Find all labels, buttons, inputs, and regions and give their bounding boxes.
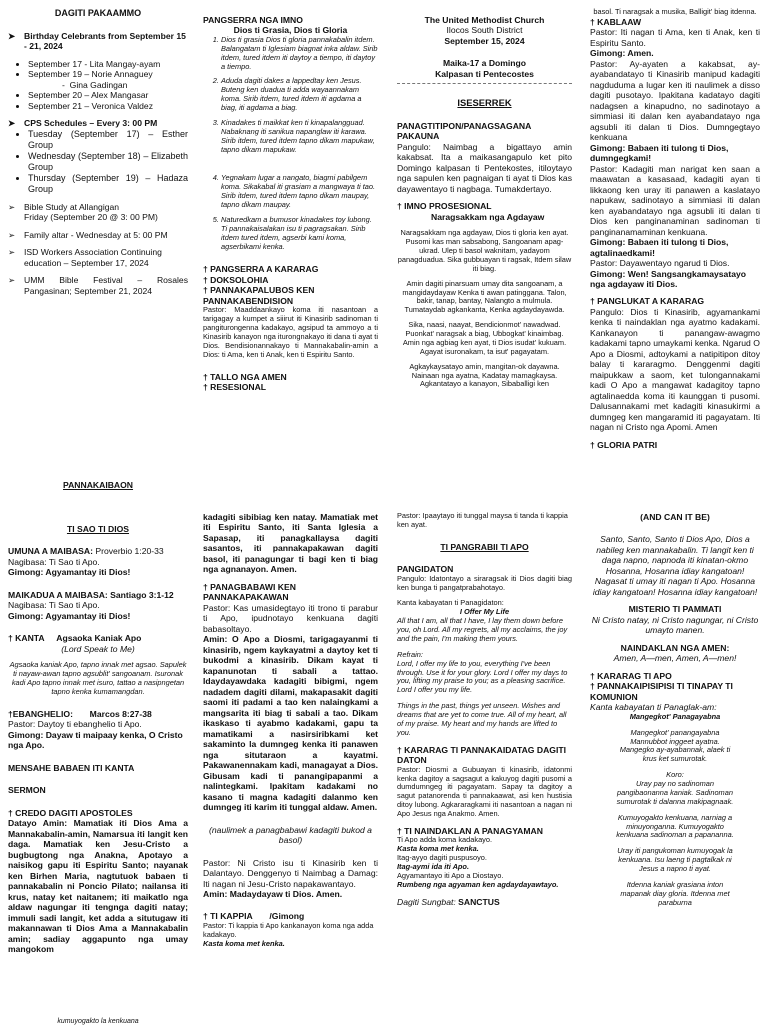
- district-name: Ilocos South District: [446, 25, 523, 36]
- list-item: • Thursday (September 19) – Hadaza Group: [28, 173, 188, 195]
- sanctus-text: Santo, Santo, Santo ti Dios Apo, Dios a nabileg ken mannakabalin. Ti langit ken ti daga napno, napnoda iti kinatan-okmo Hosanna, Hosanna idiay kangatoan! Nagasat ti umay iti nagan ti Apo. Hosanna idiay kangatoan! Hosanna idiay kangatoan!: [592, 534, 758, 597]
- arrow-bullet-icon: ➢: [8, 201, 16, 212]
- thanksgiving-response: Kasta koma met kenka.: [397, 844, 479, 854]
- list-item: • September 20 – Alex Mangasar: [28, 90, 188, 100]
- word-column: [8, 512, 188, 1024]
- list-item: • Tuesday (September 17) – Esther Group: [28, 129, 188, 151]
- thanksgiving-line: Ti Apo adda koma kadakayo.: [397, 835, 493, 845]
- birthday-heading: ➤ Birthday Celebrants from September 15 - 21, 2024: [8, 30, 186, 52]
- mystery-heading: MISTERIO TI PAMMATI: [628, 604, 722, 615]
- confession-prayer: Amin: O Apo a Diosmi, tarigagayanmi ti kinasirib, ngem kaykayatmi a daytoy ket ti bukodmi a kinasirib. Dikam kayat ti kapanunotan ti sabali a tattao. Idaydayawdaka kadagiti bibigmi, ngem nadadem dagiti dilami, makapasakit dagiti saomi iti padami a tao ken nalaingkami a mangsarita iti biag ti sabali a tao. Dikam ikaskaso ti ayabmo kadakami, gapu ta mamatikami a nasirsiribkami ket sakaminto la dumngeg kenka iti panawen nga situtaraon a kayatmi. Pakawanennakam kadi, managayat a Dios. Gibusam kadi ti panangipapanmi a nalintegkami. Ipakitam kadakami no kasano ti magna kadagiti dalanmo ken dumngeg iti karim iti tunggal aldaw. Amen.: [203, 634, 378, 813]
- song-subtitle: (Lord Speak to Me): [61, 643, 135, 654]
- offering-song-verse-2: Things in the past, things yet unseen. Wishes and dreams that are yet to come true. All of my heart, all of my praise. My heart and my hands are lifted to you.: [397, 701, 567, 737]
- three-amen-heading: † TALLO NGA AMEN: [203, 371, 287, 382]
- offering-song-title: I Offer My Life: [459, 607, 510, 617]
- closing-prayer-heading: † PANGSERRA A KARARAG: [203, 264, 319, 275]
- announcements-column: [8, 8, 188, 498]
- communion-song-title: Mangegkot' Panagayabna: [629, 711, 721, 721]
- footer-line: kumuyogakto la kenkuana: [57, 1018, 139, 1025]
- arrow-bullet-icon: ➢: [8, 275, 16, 286]
- confession-pastor: Pastor: Kas umasidegtayo iti trono ti parabur ti Apo, ipudnotayo kenkuana dagiti babasoltayo.: [203, 602, 378, 634]
- chorus-text: Uray pay no sadinoman pangibaonanna kaniak. Sadinoman sumurotak ti dalanna makipagnaak.: [616, 779, 734, 806]
- divider: [397, 83, 572, 84]
- greeting-heading: † KABLAAW: [590, 16, 642, 27]
- list-item: - Gina Gadingan: [62, 79, 128, 90]
- cps-list: [8, 129, 188, 195]
- arrow-bullet-icon: ➤: [8, 118, 16, 129]
- cps-heading: ➤ CPS Schedules – Every 3: 00 PM: [8, 118, 158, 129]
- list-item: • September 21 – Veronica Valdez: [28, 101, 188, 111]
- doxology-heading: † DOKSOLOHIA: [203, 274, 269, 285]
- communion-verse: Itdenna kaniak grasiana inton mapanak diay gloria. Itdenna met paraburna: [620, 879, 730, 907]
- lords-supper-heading: TI PANGRABII TI APO: [440, 541, 529, 552]
- arrow-bullet-icon: ➤: [8, 30, 16, 41]
- word-heading: TI SAO TI DIOS: [66, 524, 130, 534]
- first-reading-response: Gimong: Agyamantay iti Dios!: [8, 567, 131, 578]
- greeting-response: Gimong: Amen.: [590, 48, 654, 59]
- pannakaibaon-heading: PANNAKAIBAON: [62, 480, 134, 490]
- hymn-heading: PANGSERRA NGA IMNO: [203, 15, 303, 25]
- list-item: 5. Naturedkam a bumusor kinadakes toy lubong. Ti pannakaisalakan isu ti pagragsakan. Sirib itdem tured itdem, agserbi kami koma, agserbikami kenka.: [221, 216, 378, 252]
- song-lyrics: Agsaoka kaniak Apo, tapno innak met agsao. Sapulek ti nayaw-awan tapno agsublit' sangoanam. Isuronak kadi Apo tapno innak met isuro, tattao a nasipngetan tapno kenka kumamangdan.: [9, 660, 187, 696]
- service-date: September 15, 2024: [444, 35, 525, 46]
- great-amen-heading: NAINDAKLAN NGA AMEN:: [620, 642, 730, 653]
- list-item: Agkaykaysatayo amin, mangitan-ok dayawna. Nainaan nga ayatna, Kadatay mamagkaysa. Agkantatayo a kanayon, Sibaballigi ken: [409, 361, 560, 389]
- tune-heading: (AND CAN IT BE): [640, 512, 710, 522]
- silent-confession-note: (naulimek a panagbabawi kadagiti bukod a basol): [209, 824, 372, 846]
- isd-notice: ➢ ISD Workers Association Continuing education – September 17, 2024: [8, 247, 162, 268]
- thanksgiving-response: Rumbeng nga agyaman ken agdaydayawtayo.: [397, 879, 559, 889]
- response-2: Gimong: Babaen iti tulong ti Dios, agtalinaedkami!: [590, 237, 729, 258]
- sunday-title: Maika-17 a Domingo: [442, 58, 527, 69]
- recessional-heading: † RESESIONAL: [203, 382, 267, 393]
- mystery-text: Ni Cristo natay, ni Cristo nagungar, ni Cristo umayto manen.: [591, 614, 759, 636]
- gathering-heading: PANAGTITIPON/PANAGSAGANA PAKAUNA: [397, 120, 531, 142]
- season-title: Kalpasan ti Pentecostes: [435, 68, 534, 79]
- message-heading: MENSAHE BABAEN ITI KANTA: [8, 762, 135, 773]
- list-item: 3. Kinadakes ti maikkat ken ti kinapalangguad. Nabaknang iti sanikua napanglaw iti karawa. Sirib itdem, tured itdem tapno dikam mapukaw, tapno dikam mapukaw.: [221, 119, 378, 155]
- song-heading: † KANTA Agsaoka Kaniak Apo: [8, 633, 142, 644]
- second-reading-reader: Nagibasa: Ti Sao ti Apo.: [8, 600, 100, 611]
- list-item: Naragsakkam nga agdayaw, Dios ti gloria ken ayat. Pusomi kas man sabsabong, Sangoanam apag-ukrad. Ulep ti basol waknitam, yadayom panagduadua. Sika gubbuayan ti ragsak, Itdem silaw iti biag.: [397, 228, 572, 273]
- response-1: Gimong: Babaen iti tulong ti Dios, dumngegkami!: [590, 142, 729, 164]
- refrain-label: Refrain:: [397, 649, 423, 659]
- greeting-pastor: Pastor: Iti nagan ti Ama, ken ti Anak, ken ti Espiritu Santo.: [590, 27, 760, 48]
- greeting-body: Pastor: Ay-ayaten a kakabsat, ay-ayabandatayo ti Kinasirib manipud kadagiti nagduduma a lugar ken iti naulimek a disso dagiti pusotayo. Ipakitana kadatayo dagiti nadagsen a kinapudno, no sadinotayo a simmiasi iti dalan ken ayabandatayo nga agsubli iti dalan ti Dios. Dumngegtayo kenkuana: [590, 58, 760, 143]
- peace-heading: † TI KAPPIA /Gimong: [203, 911, 305, 922]
- pastor-2: Pastor: Kadagiti man narigat ken saan a maawatan a kasasaad, kadagiti ayan ti likkaong ken uray iti panawen a kaslatayo napukaw, sadinotayo a simmiasi iti dalan ken ayabandatayo nga agsubli iti dalan ti Dios ken panginanaminan sadinoman ti panginanamaminan kenkuana.: [590, 163, 760, 237]
- cover-column: [397, 8, 572, 498]
- gloria-patri-heading: † GLORIA PATRI: [590, 439, 658, 450]
- creed-continued: kadagiti sibibiag ken natay. Mamatiak met iti Espiritu Santo, iti Santa Iglesia a Sapasap, iti panagkallaysa dagiti sasantos, iti pannakapakawan dagiti basol, iti panagungar ti bagi ken ti biag nga agnanayon. Amen.: [203, 512, 378, 575]
- processional-title: Naragsakkam nga Agdayaw: [431, 211, 545, 222]
- processional-heading: † IMNO PROSESIONAL: [397, 201, 492, 212]
- bible-study: ➢ Bible Study at Allangigan Friday (September 20 @ 3: 00 PM): [8, 201, 158, 223]
- communion-verse: Mangegkot' panangayabna Mannubbot inggeet ayatna. Mangegko ay-ayabannak, alaek ti krus ket sumurotak.: [619, 727, 731, 764]
- thanksgiving-line: Itag-ayyo dagiti puspusoyo.: [397, 853, 487, 863]
- communion-verse: Kumuyogakto kenkuana, narniag a minuyonganna. Kumuyogakto kenkuana sadinoman a papananna.: [616, 812, 734, 840]
- list-item: 2. Aduda dagiti dakes a lappedtay ken Jesus. Buteng ken duadua ti adda wayaannakam koma. Sirib itdem, tured itdem iti agdama a biag, iti agdama a biag.: [221, 77, 378, 113]
- thanksgiving-line: Agyamantayo iti Apo a Diostayo.: [397, 870, 504, 880]
- church-name: The United Methodist Church: [424, 15, 545, 25]
- hymn-title: Dios ti Grasia, Dios ti Gloria: [233, 25, 348, 36]
- family-altar: ➢ Family altar - Wednesday at 5: 00 PM: [8, 229, 168, 240]
- communion-column: [397, 512, 572, 1024]
- peace-response: Kasta koma met kenka.: [203, 938, 285, 948]
- peace-pastor: Pastor: Ti kappia ti Apo kankanayon koma nga adda kadakayo.: [203, 920, 374, 939]
- creed-text: Datayo Amin: Mamatiak iti Dios Ama a Mannakabalin-amin, Namarsua iti langit ken daga. Mamatiak ken Jesu-Cristo a bugbugtong nga Anakna, Apotayo a naisikog gapu iti Espiritu Santo; nayanak ken Birhen Maria, nagtutuok babaen ti pannakabalin ni Poncio Pilato; nailansa iti krus, natay ket naitanem; iti maikatlo nga aldaw nagungar iti tengnga dagiti natay; immuli sadi langit, ket adda a situtugaw iti makannawan ti Dios Ama a Mannakabalin amin; sadiay aggapunto nga umay mangokom: [8, 818, 188, 955]
- hymn-column: [203, 8, 378, 498]
- list-item: 4. Yegnakam lugar a nangato, biagmi pabilgem koma. Sikakabal iti grasiam a mangwaya ti tao. Sirib itdem, tured itdem tapno dikam maupay, tapno dikam maupay.: [221, 174, 378, 210]
- offering-text: Pangulo: Idatontayo a siraragsak iti Dios dagiti biag ken bunga ti pangatprabahotayo.: [397, 573, 572, 592]
- benediction-text: Pastor: Maaddaankayo koma iti nasantoan a tarigagay a kumpet a siiirut iti Kinasirib sadinoman ti pangiturongenna kadakayo, agsipud ta ammoyo a ti Kinasirib kanayon nga iturongnakayo iti dana ti ayat ti Dios. Bendisionannakayo ti Mannakabalin-amin a Dios: ti Ama, ken ti Anak, ken ti Espiritu Santo.: [203, 305, 378, 359]
- sermon-heading: SERMON: [8, 785, 46, 796]
- breaking-bread-heading: † PANNAKAIPISIPISI TI TINAPAY TI KOMUNION: [590, 681, 733, 702]
- entrance-heading: ISESERREK: [457, 97, 512, 109]
- communion-verse: Uray iti pangukoman kumuyogak la kenkuana. Isu laeng ti pagtalkak ni Jesus a napno ti ayat.: [617, 846, 733, 873]
- offering-heading: PANGIDATON: [397, 564, 454, 575]
- creed-heading: † CREDO DAGITI APOSTOLES: [8, 807, 133, 818]
- thanksgiving-response: Itag-aymi ida iti Apo.: [397, 862, 469, 872]
- announcements-title: DAGITI PAKAAMMO: [54, 8, 142, 18]
- gospel-heading: †EBANGHELIO: Marcos 8:27-38: [8, 708, 152, 719]
- first-reading: UMUNA A MAIBASA: Proverbio 1:20-33: [8, 546, 164, 557]
- great-thanksgiving-heading: † TI NAINDAKLAN A PANAGYAMAN: [397, 825, 543, 836]
- pastor-3: Pastor: Dayawentayo ngarud ti Dios.: [590, 258, 730, 269]
- offering-prayer-heading: † KARARAG TI PANNAKAIDATAG DAGITI DATON: [397, 744, 567, 766]
- refrain-text: Lord, I offer my life to you, everything I've been through. Use it for your glory. Lord I offer my days to you, lifting my praise to you; as a pleasing sacrifice. Lord I offer you my life.: [397, 658, 568, 695]
- arrow-bullet-icon: ➢: [8, 229, 16, 240]
- confession-heading: † PANAGBABAWI KEN PANNAKAPAKAWAN: [203, 581, 296, 603]
- list-item: • September 19 – Norie Annaguey: [28, 69, 188, 79]
- opening-prayer-text: Pangulo: Dios ti Kinasirib, agyamankami kenka ti naindaklan nga ayatmo kadakami. Kankanayon ti panangaw-awagmo kadakami tapno umaykami kenka. Ngarud O Apo a Diosmi, adtoykami a natipitipon ditoy balay ti kararagmo. Denggenmi dagiti maipukkaw a saom, ket tulongannakami kadi O Apo a mangawat kadagitoy tapno agtalinaedda koma iti kaunggan ti pusomi. Dalusannakami met kadagiti kinasukirmi a dumngeg ken mangaramid iti pagayatam. Iti nagan ni Cristo nga Apomi. Amen: [590, 306, 760, 433]
- assurance-pastor: Pastor: Ni Cristo isu ti Kinasirib ken ti Dalantayo. Denggenyo ti Naimbag a Damag: Iti nagan ni Jesu-Cristo napakawantayo.: [203, 857, 378, 889]
- offering-song-verse: All that I am, all that I have, I lay them down before you, oh Lord. All my regrets, all my acclaims, the joy and the pain, I'm making them yours.: [397, 616, 568, 643]
- offering-song-label: Kanta kabayatan ti Panagidaton:: [397, 598, 504, 608]
- greeting-column: [590, 8, 760, 498]
- offering-prayer-text: Pastor: Diosmi a Gubuayan ti kinasirib, idatonmi kenka dagitoy a sagsagut a kakuyog dagiti pusomi a dumdumngeg iti pagayatam. Sapay ta dagitoy a sagut patanorenda ti pannakaawat, asi ken hustisia ditoy lubong. Agkararagkami iti nasantoan a nagan ni Apo Jesus nga Anakmo. Amen.: [397, 764, 572, 819]
- arrow-bullet-icon: ➢: [8, 247, 16, 258]
- gathering-text: Pangulo: Naimbag a bigattayo amin kakabsat. Ita a maikasangapulo ket pito Domingo kalpasan ti Pentekostes, itiloytayo nga sapulen ken pagnaigan ti ayat ti Dios kas dayawentayo ti nagbaga. Tumakdertayo.: [397, 141, 572, 194]
- umm-notice: ➢ UMM Bible Festival – Rosales Pangasinan; September 21, 2024: [8, 275, 188, 296]
- second-reading-response: Gimong: Agyamantay iti Dios!: [8, 610, 131, 621]
- responses-label: Dagiti Sungbat: SANCTUS: [397, 896, 500, 907]
- lyrics-continued: basol. Ti naragsak a musika, Balligit' biag itdenna.: [593, 7, 757, 16]
- list-item: Amin dagiti pinarsuam umay dita sangoanam, a mangidaydayaw Kenka ti awan patinggana. Talon, bakir, tanap, bantay, Nalangto a mulmula. Tumataydab agkankanta, Kenka agdaydayawda.: [402, 278, 567, 315]
- gospel-response: Gimong: Dayaw ti maipaay kenka, O Cristo nga Apo.: [8, 729, 183, 751]
- processional-lyrics: [397, 229, 572, 389]
- list-item: • September 17 - Lita Mangay-ayam: [28, 59, 188, 69]
- hymn-verses: [203, 36, 378, 252]
- response-3: Gimong: Wen! Sangsangkamaysatayo nga agdayaw iti Dios.: [590, 268, 747, 289]
- lords-prayer-heading: † KARARAG TI APO: [590, 670, 672, 681]
- communion-song-label: Kanta kabayatan ti Panaglak-am:: [590, 702, 717, 713]
- sanctus-column: [590, 512, 760, 1024]
- list-item: Sika, naasi, naayat, Bendicionmot' nawadwad. Puonkat' naragsak a biag, Ubbogkat' kinaimbag. Amin nga agbiag ken ayat, ti Dios isudat' kukuam. Agayat isuronakam, ta isut' pagayatam.: [402, 320, 567, 356]
- birthday-list: [8, 59, 188, 111]
- second-reading: MAIKADUA A MAIBASA: Santiago 3:1-12: [8, 589, 174, 600]
- benediction-heading: † PANNAKAPALUBOS KEN PANNAKABENDISION: [203, 285, 315, 306]
- opening-prayer-heading: † PANGLUKAT A KARARAG: [590, 296, 705, 307]
- confession-column: [203, 512, 378, 1024]
- list-item: 1. Dios ti grasia Dios ti gloria pannakabalin itdem. Balangatam ti Iglesiam biagnat inka aldaw. Sirib itdem, tured itdem iti daytoy a tiempo, iti daytoy a tiempo.: [221, 36, 378, 72]
- assurance-response: Amin: Madaydayaw ti Dios. Amen.: [203, 888, 343, 899]
- gospel-pastor: Pastor: Daytoy ti ebanghelio ti Apo.: [8, 719, 142, 730]
- list-item: • Wednesday (September 18) – Elizabeth Group: [28, 151, 188, 173]
- peace-sign: Pastor: Ipaaytayo iti tunggal maysa ti tanda ti kappia ken ayat.: [397, 511, 568, 529]
- chorus-label: Koro:: [666, 770, 684, 780]
- first-reading-reader: Nagibasa: Ti Sao ti Apo.: [8, 556, 100, 567]
- great-amen-text: Amen, A—men, Amen, A—men!: [613, 653, 737, 664]
